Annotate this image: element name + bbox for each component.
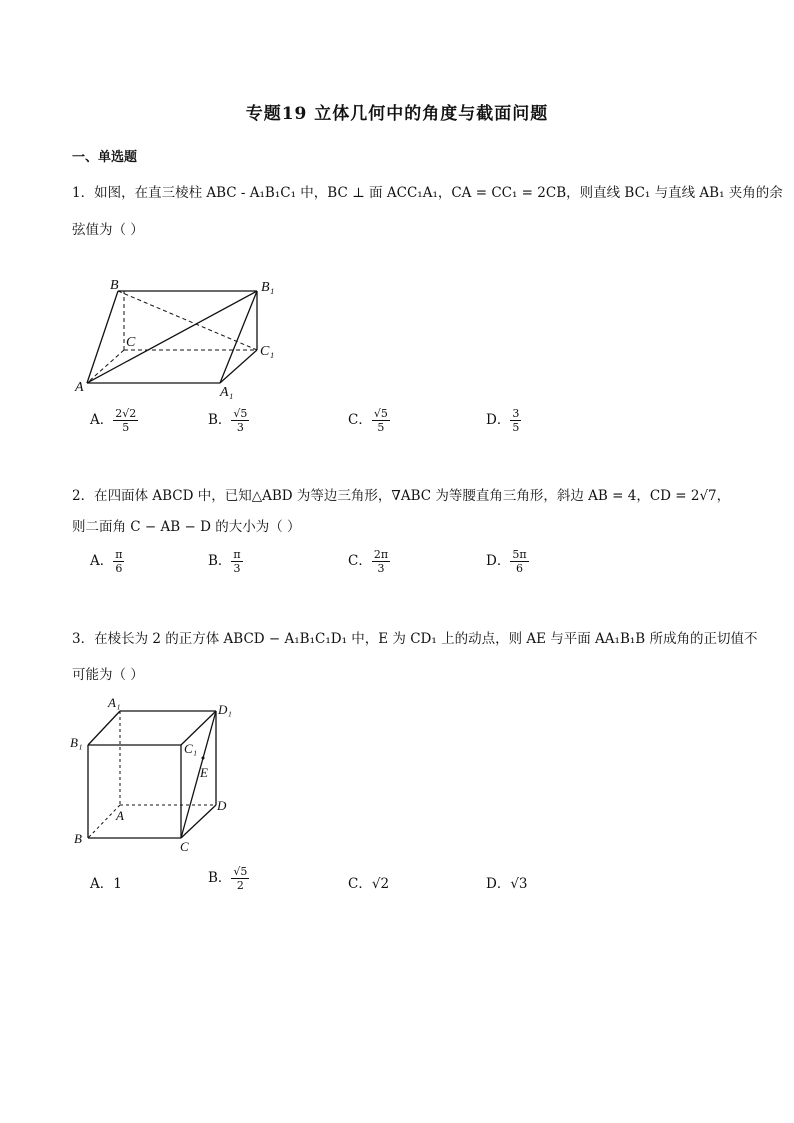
label-C1: C₁ <box>260 344 275 359</box>
label-B: B <box>74 831 82 846</box>
page-title: 专题19 立体几何中的角度与截面问题 <box>245 104 549 124</box>
label-D1: D₁ <box>218 702 232 717</box>
edge-CD <box>181 805 216 838</box>
q2-option-c[interactable]: C． $\frac{2\pi}{3}$ <box>348 548 389 575</box>
q3-option-b[interactable]: B． $\frac{√5}{2}$ <box>208 865 248 892</box>
edge-A1B1 <box>220 291 257 383</box>
question-3-text: 3．在棱长为 2 的正方体 ABCD − A₁B₁C₁D₁ 中，E 为 CD₁ 上的动点，则 AE 与平面 AA₁B₁B 所成角的正切值不 <box>72 631 758 647</box>
edge-B1A1 <box>88 711 120 745</box>
label-B1: B₁ <box>261 280 275 295</box>
q2-option-a[interactable]: A． $\frac{\pi}{6}$ <box>90 548 123 575</box>
label-B1: B₁ <box>70 735 83 750</box>
line-AB1 <box>87 291 257 383</box>
label-C1: C₁ <box>184 741 198 756</box>
q2-option-d[interactable]: D． $\frac{5\pi}{6}$ <box>486 548 527 575</box>
q1-option-d[interactable]: D． $\frac{3}{5}$ <box>486 407 520 434</box>
label-C: C <box>126 335 136 350</box>
q1-option-c[interactable]: C． $\frac{√5}{5}$ <box>348 407 388 434</box>
label-C: C <box>180 839 189 854</box>
question-1-text: 1．如图，在直三棱柱 ABC - A₁B₁C₁ 中，BC ⊥ 面 ACC₁A₁，CA = CC₁ = 2CB，则直线 BC₁ 与直线 AB₁ 夹角的余 <box>72 185 783 201</box>
diagonal-CD1 <box>181 711 216 838</box>
question-3-text-cont: 可能为（ ） <box>72 667 144 683</box>
label-E: E <box>200 765 208 780</box>
question-2-text: 2．在四面体 ABCD 中，已知△ABD 为等边三角形，∇ABC 为等腰直角三角形，斜边 AB = 4，CD = 2√7， <box>72 488 731 504</box>
q1-option-b[interactable]: B． $\frac{√5}{3}$ <box>208 407 248 434</box>
section-heading: 一、单选题 <box>72 150 138 165</box>
q1-option-a[interactable]: A． $\frac{2√2}{5}$ <box>90 407 137 434</box>
q3-option-c[interactable]: C．√2 <box>348 876 390 892</box>
point-E <box>202 757 205 760</box>
label-A: A <box>116 808 124 823</box>
line-BC1 <box>118 291 257 350</box>
label-A: A <box>75 380 84 395</box>
q3-option-a[interactable]: A．1 <box>90 876 122 892</box>
label-A1: A₁ <box>220 385 234 400</box>
q2-option-b[interactable]: B． $\frac{\pi}{3}$ <box>208 548 241 575</box>
label-D: D <box>217 798 227 813</box>
q3-option-d[interactable]: D．√3 <box>486 876 528 892</box>
label-A1: A₁ <box>108 695 121 710</box>
question-2-text-cont: 则二面角 C − AB − D 的大小为（ ） <box>72 519 301 535</box>
edge-A1C1 <box>220 350 257 383</box>
label-B: B <box>110 278 119 293</box>
cube-figure <box>70 690 245 855</box>
prism-figure <box>70 270 290 400</box>
question-1-text-cont: 弦值为（ ） <box>72 222 144 238</box>
